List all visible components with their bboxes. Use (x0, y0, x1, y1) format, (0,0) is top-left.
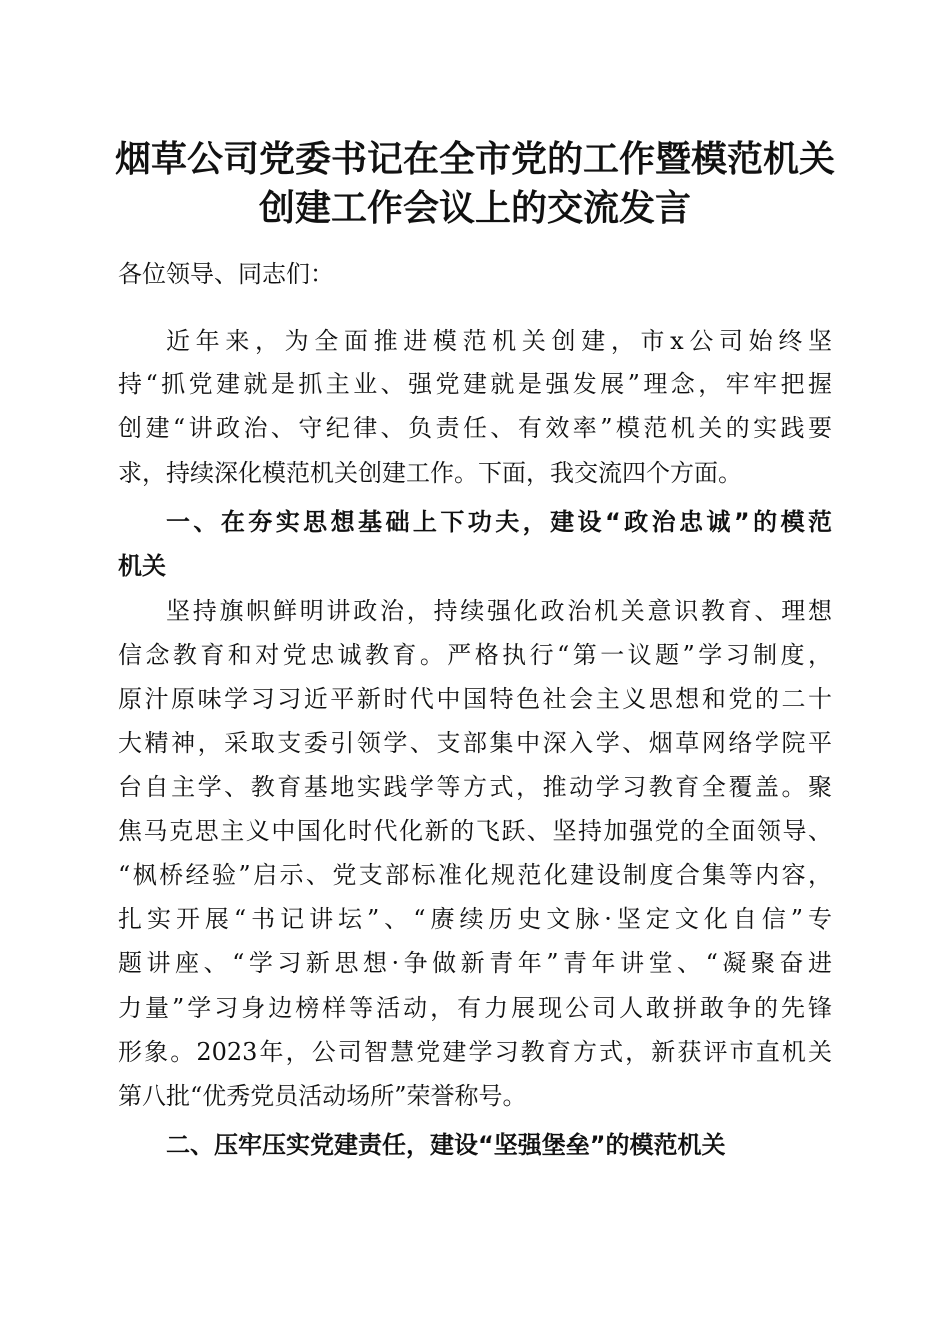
intro-line: 创建“讲政治、守纪律、负责任、有效率”模范机关的实践要 (118, 414, 832, 442)
section-1-body-line: 题讲座、“学习新思想·争做新青年”青年讲堂、“凝聚奋进 (118, 949, 832, 977)
document-title-line-1: 烟草公司党委书记在全市党的工作暨模范机关 (114, 138, 835, 180)
section-1-body-line: 信念教育和对党忠诚教育。严格执行“第一议题”学习制度， (118, 641, 832, 669)
intro-line: 持“抓党建就是抓主业、强党建就是强发展”理念，牢牢把握 (118, 370, 832, 398)
section-1-heading-line: 一、在夯实思想基础上下功夫，建设“政治忠诚”的模范 (166, 508, 832, 536)
section-1-body-line: 原汁原味学习习近平新时代中国特色社会主义思想和党的二十 (118, 685, 832, 713)
section-1-body-line: 扎实开展“书记讲坛”、“赓续历史文脉·坚定文化自信”专 (118, 905, 832, 933)
section-1-heading-line: 机关 (118, 552, 166, 580)
section-1-body-line: 焦马克思主义中国化时代化新的飞跃、坚持加强党的全面领导、 (118, 817, 832, 845)
document-title-line-2: 创建工作会议上的交流发言 (258, 187, 691, 229)
section-1-body-line: 第八批“优秀党员活动场所”荣誉称号。 (118, 1082, 527, 1110)
intro-line: 求，持续深化模范机关创建工作。下面，我交流四个方面。 (118, 459, 742, 487)
section-1-body-line: 台自主学、教育基地实践学等方式，推动学习教育全覆盖。聚 (118, 773, 832, 801)
section-1-body-line: 坚持旗帜鲜明讲政治，持续强化政治机关意识教育、理想 (166, 597, 832, 625)
intro-line: 近年来，为全面推进模范机关创建，市x公司始终坚 (166, 327, 832, 355)
salutation: 各位领导、同志们： (118, 260, 334, 288)
section-1-body-line: “枫桥经验”启示、党支部标准化规范化建设制度合集等内容， (118, 861, 832, 889)
section-1-body-line: 大精神，采取支委引领学、支部集中深入学、烟草网络学院平 (118, 729, 832, 757)
section-2-heading: 二、压牢压实党建责任，建设“坚强堡垒”的模范机关 (166, 1131, 726, 1159)
section-1-body-line: 形象。2023年，公司智慧党建学习教育方式，新获评市直机关 (118, 1038, 832, 1066)
section-1-body-line: 力量”学习身边榜样等活动，有力展现公司人敢拼敢争的先锋 (118, 994, 832, 1022)
